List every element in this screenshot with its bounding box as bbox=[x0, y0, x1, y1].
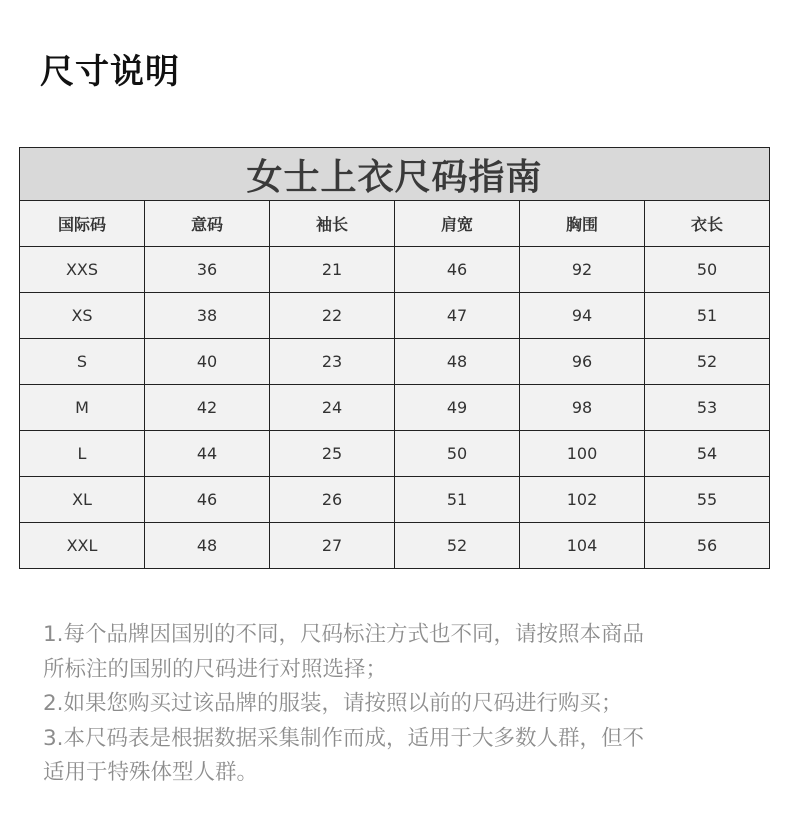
cell-sleeve-length: 22 bbox=[270, 293, 395, 339]
cell-garment-length: 55 bbox=[645, 477, 770, 523]
header-chest: 胸围 bbox=[520, 201, 645, 247]
cell-international-size: M bbox=[20, 385, 145, 431]
cell-international-size: XS bbox=[20, 293, 145, 339]
table-title: 女士上衣尺码指南 bbox=[20, 148, 770, 201]
table-header-row bbox=[20, 201, 770, 247]
cell-garment-length: 50 bbox=[645, 247, 770, 293]
cell-shoulder-width: 51 bbox=[395, 477, 520, 523]
cell-italian-size: 40 bbox=[145, 339, 270, 385]
cell-shoulder-width: 46 bbox=[395, 247, 520, 293]
cell-chest: 100 bbox=[520, 431, 645, 477]
note-line: 适用于特殊体型人群。 bbox=[43, 760, 259, 785]
header-garment-length: 衣长 bbox=[645, 201, 770, 247]
note-line: 2.如果您购买过该品牌的服装，请按照以前的尺码进行购买； bbox=[43, 691, 623, 716]
cell-italian-size: 48 bbox=[145, 523, 270, 569]
cell-shoulder-width: 48 bbox=[395, 339, 520, 385]
cell-italian-size: 46 bbox=[145, 477, 270, 523]
cell-sleeve-length: 25 bbox=[270, 431, 395, 477]
cell-shoulder-width: 52 bbox=[395, 523, 520, 569]
header-shoulder-width: 肩宽 bbox=[395, 201, 520, 247]
cell-sleeve-length: 23 bbox=[270, 339, 395, 385]
cell-shoulder-width: 49 bbox=[395, 385, 520, 431]
table-row bbox=[20, 247, 770, 293]
cell-garment-length: 54 bbox=[645, 431, 770, 477]
cell-international-size: L bbox=[20, 431, 145, 477]
cell-italian-size: 44 bbox=[145, 431, 270, 477]
cell-shoulder-width: 47 bbox=[395, 293, 520, 339]
cell-shoulder-width: 50 bbox=[395, 431, 520, 477]
cell-sleeve-length: 21 bbox=[270, 247, 395, 293]
cell-international-size: S bbox=[20, 339, 145, 385]
header-sleeve-length: 袖长 bbox=[270, 201, 395, 247]
cell-chest: 98 bbox=[520, 385, 645, 431]
cell-italian-size: 42 bbox=[145, 385, 270, 431]
cell-international-size: XXS bbox=[20, 247, 145, 293]
cell-international-size: XXL bbox=[20, 523, 145, 569]
page-title: 尺寸说明 bbox=[40, 52, 180, 92]
table-row bbox=[20, 339, 770, 385]
cell-chest: 104 bbox=[520, 523, 645, 569]
note-line: 3.本尺码表是根据数据采集制作而成，适用于大多数人群，但不 bbox=[43, 725, 645, 751]
cell-international-size: XL bbox=[20, 477, 145, 523]
note-line: 所标注的国别的尺码进行对照选择； bbox=[43, 656, 388, 682]
note-line: 1.每个品牌因国别的不同，尺码标注方式也不同，请按照本商品 bbox=[43, 622, 645, 647]
cell-italian-size: 36 bbox=[145, 247, 270, 293]
size-chart-table bbox=[19, 147, 770, 569]
cell-sleeve-length: 26 bbox=[270, 477, 395, 523]
cell-chest: 92 bbox=[520, 247, 645, 293]
cell-sleeve-length: 24 bbox=[270, 385, 395, 431]
cell-garment-length: 53 bbox=[645, 385, 770, 431]
cell-garment-length: 52 bbox=[645, 339, 770, 385]
cell-chest: 102 bbox=[520, 477, 645, 523]
cell-garment-length: 56 bbox=[645, 523, 770, 569]
header-italian-size: 意码 bbox=[145, 201, 270, 247]
header-international-size: 国际码 bbox=[20, 201, 145, 247]
cell-chest: 96 bbox=[520, 339, 645, 385]
table-row bbox=[20, 431, 770, 477]
cell-italian-size: 38 bbox=[145, 293, 270, 339]
table-row bbox=[20, 293, 770, 339]
table-row bbox=[20, 385, 770, 431]
table-title-row bbox=[20, 148, 770, 201]
cell-sleeve-length: 27 bbox=[270, 523, 395, 569]
cell-chest: 94 bbox=[520, 293, 645, 339]
table-row bbox=[20, 523, 770, 569]
table-row bbox=[20, 477, 770, 523]
cell-garment-length: 51 bbox=[645, 293, 770, 339]
size-notes bbox=[43, 618, 758, 791]
